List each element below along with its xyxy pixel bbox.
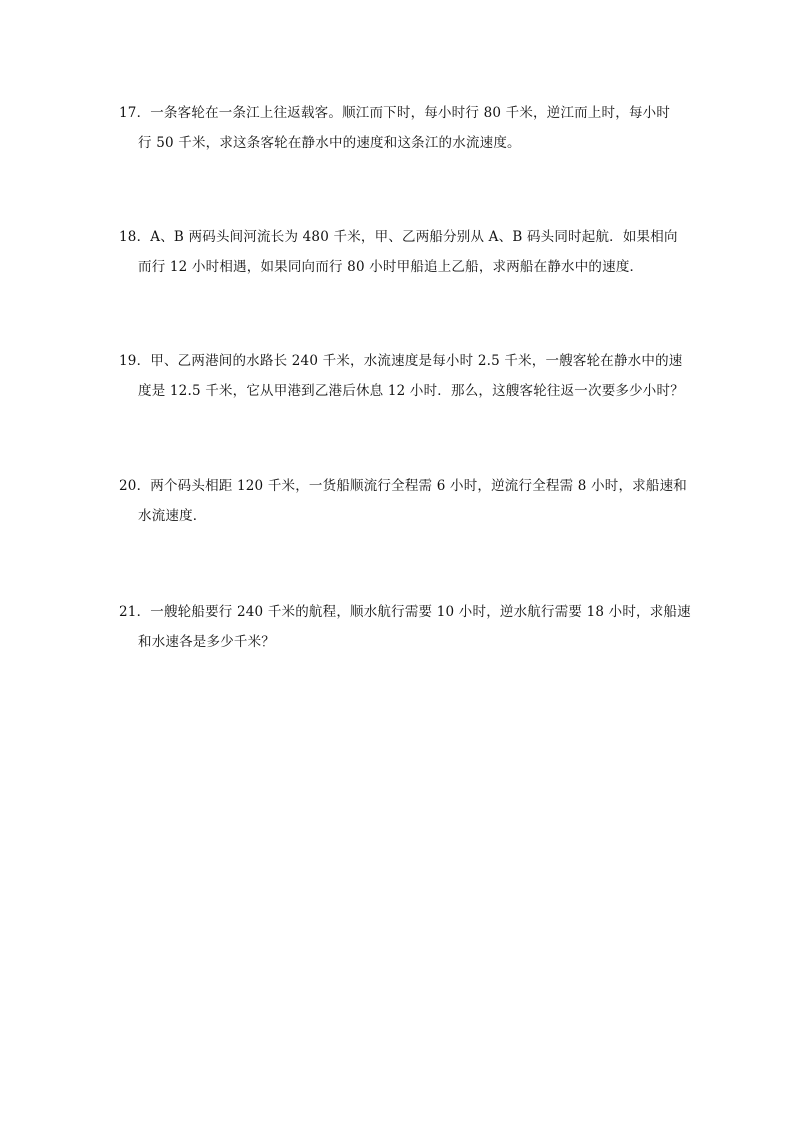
problem-21 [119, 597, 691, 657]
problem-line-1 [119, 346, 683, 376]
problem-text: 甲、乙两港间的水路长 240 千米，水流速度是每小时 2.5 千米，一艘客轮在静水中的速 [150, 353, 683, 369]
problem-text: 一条客轮在一条江上往返载客。顺江而下时，每小时行 80 千米，逆江而上时，每小时 [150, 105, 671, 121]
problem-number: 19． [119, 353, 151, 369]
problem-number: 20． [119, 478, 151, 494]
problem-line-2: 行 50 千米，求这条客轮在静水中的速度和这条江的水流速度。 [138, 135, 521, 151]
problem-number: 17． [119, 105, 151, 121]
problem-text: 两个码头相距 120 千米，一货船顺流行全程需 6 小时，逆流行全程需 8 小时，求船速和 [150, 478, 687, 494]
problem-line-1 [119, 597, 691, 627]
problem-line-2: 水流速度． [138, 508, 207, 524]
problem-line-2: 和水速各是多少千米？ [138, 634, 275, 650]
problem-line-1 [119, 471, 687, 501]
problem-20 [119, 471, 687, 531]
problem-line-2: 度是 12.5 千米，它从甲港到乙港后休息 12 小时．那么，这艘客轮往返一次要多少小时？ [138, 383, 684, 399]
problem-number: 21． [119, 604, 151, 620]
problem-line-2: 而行 12 小时相遇，如果同向而行 80 小时甲船追上乙船，求两船在静水中的速度． [138, 259, 644, 275]
problem-line-1 [119, 222, 679, 252]
problem-17 [119, 98, 679, 158]
problem-text: A、B 两码头间河流长为 480 千米，甲、乙两船分别从 A、B 码头同时起航．如果相向 [150, 229, 678, 245]
problem-number: 18． [119, 229, 151, 245]
problem-text: 一艘轮船要行 240 千米的航程，顺水航行需要 10 小时，逆水航行需要 18 小时，求船速 [150, 604, 691, 620]
problem-19 [119, 346, 684, 406]
problem-18 [119, 222, 679, 282]
problem-line-1 [119, 98, 679, 128]
